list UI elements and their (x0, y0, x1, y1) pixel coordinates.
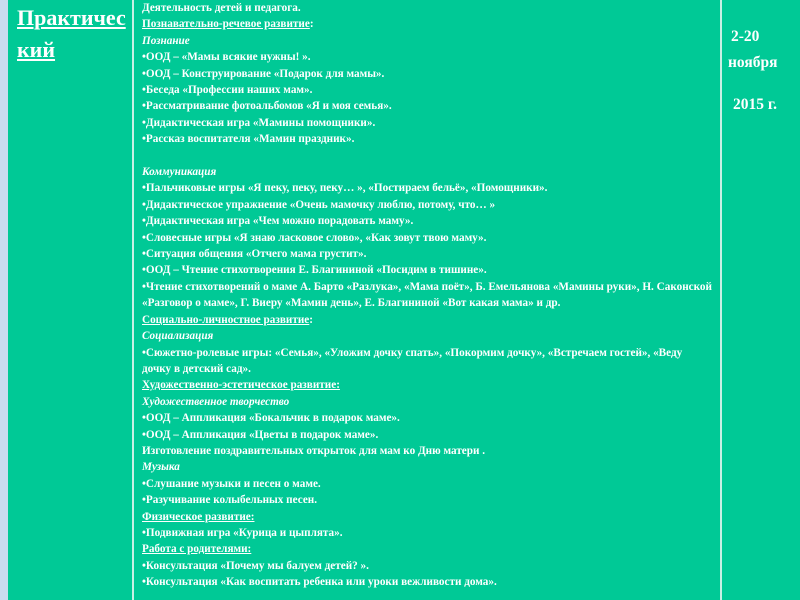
list-item: •ООД – Конструирование «Подарок для мамы». (142, 67, 385, 80)
list-item: •ООД – Аппликация «Бокальчик в подарок маме». (142, 412, 400, 425)
list-item: •Подвижная игра «Курица и цыплята». (142, 526, 343, 539)
date-year: 2015 г. (733, 96, 778, 113)
date-range: 2-20 (731, 28, 760, 45)
colon: : (309, 18, 314, 31)
dates-column (722, 0, 800, 600)
list-item: •Консультация «Почему мы балуем детей? ». (142, 559, 369, 572)
list-item: •Ситуация общения «Отчего мама грустит». (142, 248, 367, 261)
list-item: •Чтение стихотворений о маме А. Барто «Разлука», «Мама поёт», Б. Емельянова «Мамины руки», Н. Саконской «Разговор о маме», Г. Виеру «Мамин день», Е. Благининой «Вот какая мама» и др. (142, 280, 712, 310)
subsection: Коммуникация (142, 166, 217, 179)
section-title: Познавательно-речевое развитие (142, 18, 310, 31)
list-item: •ООД – Аппликация «Цветы в подарок маме». (142, 428, 379, 441)
section-cognitive (142, 16, 714, 32)
list-item: •Разучивание колыбельных песен. (142, 494, 318, 507)
list-item: •ООД – «Мамы всякие нужны! ». (142, 51, 311, 64)
subsection: Музыка (142, 461, 180, 474)
section-title: Физическое развитие: (142, 510, 255, 523)
list-item: •Сюжетно-ролевые игры: «Семья», «Уложим дочку спать», «Покормим дочку», «Встречаем гостей», «Веду дочку в детский сад». (142, 346, 683, 375)
list-item: •ООД – Чтение стихотворения Е. Благининой «Посидим в тишине». (142, 264, 487, 277)
date-month: ноября (728, 54, 778, 71)
list-item: •Дидактическая игра «Чем можно порадовать маму». (142, 215, 414, 228)
activities-list (142, 0, 714, 591)
activities-column (134, 0, 722, 600)
section-title: Работа с родителями: (142, 543, 252, 556)
list-item: •Словесные игры «Я знаю ласковое слово», «Как зовут твою маму». (142, 231, 487, 244)
list-item: Изготовление поздравительных открыток для мам ко Дню матери . (142, 444, 486, 457)
list-item: •Консультация «Как воспитать ребенка или уроки вежливости дома». (142, 576, 497, 589)
section-social (142, 312, 714, 328)
spacer (142, 148, 714, 164)
list-item: •Дидактическое упражнение «Очень мамочку люблю, потому, что… » (142, 198, 496, 211)
colon: : (309, 313, 313, 326)
list-item: •Слушание музыки и песен о маме. (142, 477, 321, 490)
section-title: Художественно-эстетическое развитие: (142, 379, 340, 392)
list-item: •Рассказ воспитателя «Мамин праздник». (142, 133, 355, 146)
subsection: Социализация (142, 330, 214, 343)
stage-title: Практический (17, 5, 126, 62)
list-item: •Дидактическая игра «Мамины помощники». (142, 116, 376, 129)
list-item: •Пальчиковые игры «Я пеку, пеку, пеку… », «Постираем бельё», «Помощники». (142, 182, 548, 195)
subsection: Познание (142, 34, 190, 47)
list-item: •Беседа «Профессии наших мам». (142, 84, 313, 97)
list-item: •Рассматривание фотоальбомов «Я и моя семья». (142, 100, 392, 113)
heading: Деятельность детей и педагога. (142, 2, 301, 14)
subsection: Художественное творчество (142, 395, 290, 408)
left-edge-strip (0, 0, 8, 600)
stage-column (8, 0, 134, 600)
section-title: Социально-личностное развитие (142, 313, 310, 326)
